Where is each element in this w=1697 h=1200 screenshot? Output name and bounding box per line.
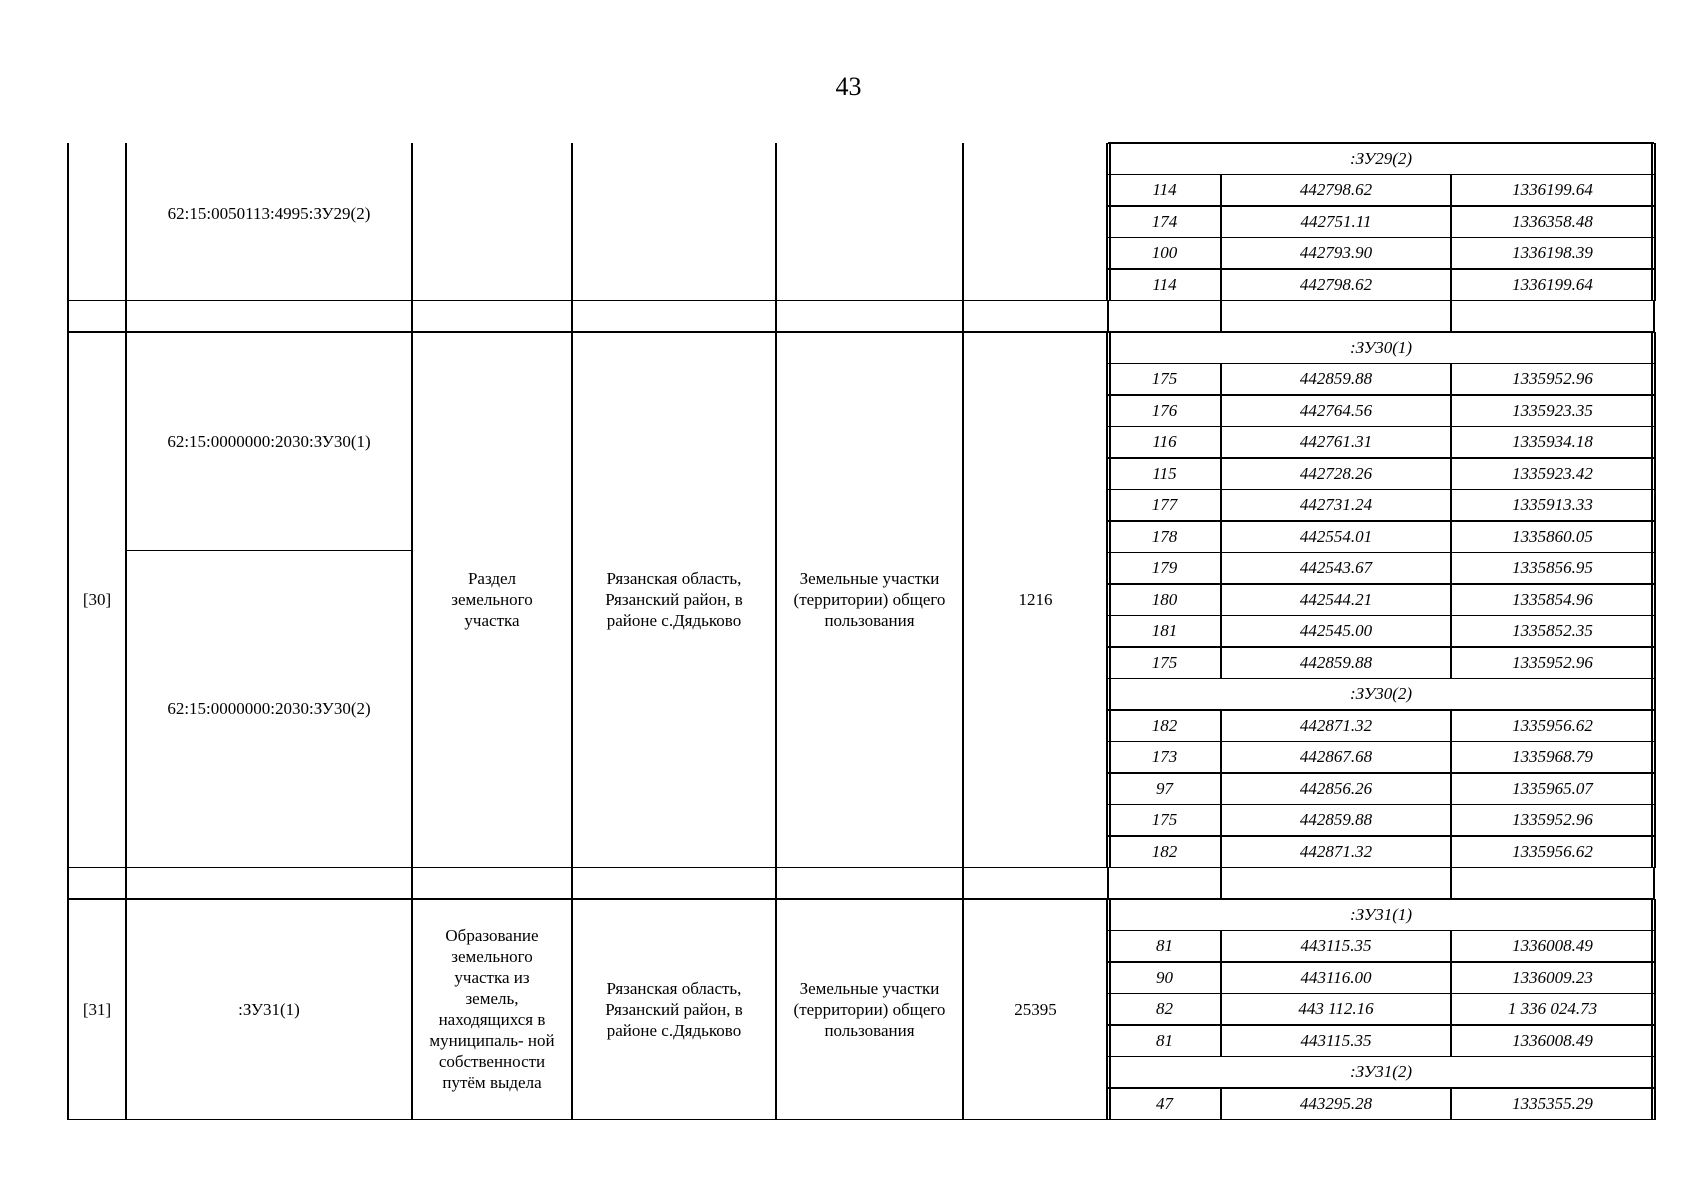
point-x: 442867.68	[1299, 747, 1373, 767]
point-x: 442554.01	[1299, 526, 1373, 546]
area: 1216	[1018, 590, 1053, 610]
point-x: 442761.31	[1299, 432, 1373, 452]
point-x: 442871.32	[1299, 841, 1373, 861]
point-y: 1 336 024.73	[1507, 999, 1598, 1019]
point-number: 178	[1151, 526, 1178, 546]
contour-label: :ЗУ30(1)	[1349, 337, 1413, 357]
point-x: 442871.32	[1299, 715, 1373, 735]
point-x: 443116.00	[1300, 967, 1372, 987]
point-x: 442859.88	[1299, 652, 1373, 672]
point-y: 1336008.49	[1512, 1030, 1593, 1050]
point-x: 443295.28	[1299, 1093, 1373, 1113]
point-number: 100	[1151, 243, 1178, 263]
point-number: 82	[1156, 999, 1173, 1019]
location: Рязанская область, Рязанский район, в районе с.Дядьково	[605, 569, 743, 631]
row-number	[68, 143, 126, 301]
point-number: 97	[1156, 778, 1173, 798]
formation-method	[412, 143, 572, 301]
land-category	[776, 143, 963, 301]
point-number: 179	[1151, 558, 1178, 578]
formation-method: Образование земельного участка из земель, находящихся в муниципаль- ной собственности путём выдела	[429, 926, 555, 1093]
point-y: 1335952.96	[1512, 652, 1593, 672]
point-y: 1335355.29	[1512, 1093, 1593, 1113]
point-y: 1335860.05	[1512, 526, 1593, 546]
point-y: 1335923.42	[1512, 463, 1593, 483]
contour-label: :ЗУ30(2)	[1349, 684, 1413, 704]
point-x: 443115.35	[1300, 1030, 1372, 1050]
point-x: 443115.35	[1300, 936, 1372, 956]
point-y: 1335923.35	[1512, 400, 1593, 420]
point-number: 175	[1151, 810, 1178, 830]
point-x: 442728.26	[1299, 463, 1373, 483]
point-x: 442731.24	[1299, 495, 1373, 515]
location: Рязанская область, Рязанский район, в районе с.Дядьково	[605, 978, 743, 1040]
point-y: 1335852.35	[1512, 621, 1593, 641]
point-number: 81	[1156, 1030, 1173, 1050]
point-x: 442856.26	[1299, 778, 1373, 798]
point-x: 442798.62	[1299, 274, 1373, 294]
point-number: 175	[1151, 369, 1178, 389]
point-number: 176	[1151, 400, 1178, 420]
cadastral-number: :ЗУ31(1)	[238, 999, 300, 1019]
area: 25395	[1014, 999, 1057, 1019]
contour-label: :ЗУ31(2)	[1349, 1062, 1413, 1082]
point-x: 442859.88	[1299, 810, 1373, 830]
point-number: 90	[1156, 967, 1173, 987]
page-number: 43	[835, 72, 862, 101]
point-number: 177	[1151, 495, 1178, 515]
point-number: 181	[1151, 621, 1178, 641]
point-number: 173	[1151, 747, 1178, 767]
point-number: 114	[1152, 274, 1177, 294]
point-y: 1336008.49	[1512, 936, 1593, 956]
point-y: 1335956.62	[1512, 715, 1593, 735]
point-number: 174	[1151, 211, 1178, 231]
point-x: 442764.56	[1299, 400, 1373, 420]
point-y: 1336009.23	[1512, 967, 1593, 987]
point-y: 1335956.62	[1512, 841, 1593, 861]
point-y: 1335965.07	[1512, 778, 1593, 798]
formation-method: Раздел земельного участка	[451, 569, 533, 631]
point-y: 1336358.48	[1512, 211, 1593, 231]
point-y: 1336199.64	[1512, 180, 1593, 200]
point-x: 442544.21	[1299, 589, 1373, 609]
point-y: 1335952.96	[1512, 810, 1593, 830]
point-x: 442793.90	[1299, 243, 1373, 263]
point-x: 442751.11	[1300, 211, 1372, 231]
point-y: 1336198.39	[1512, 243, 1593, 263]
point-y: 1335913.33	[1512, 495, 1593, 515]
point-x: 443 112.16	[1298, 999, 1374, 1019]
contour-label: :ЗУ31(1)	[1349, 904, 1413, 924]
cadastral-number: 62:15:0000000:2030:ЗУ30(2)	[167, 699, 371, 719]
area	[963, 143, 1108, 301]
point-x: 442798.62	[1299, 180, 1373, 200]
row-number: [30]	[82, 590, 112, 610]
point-x: 442545.00	[1299, 621, 1373, 641]
point-number: 180	[1151, 589, 1178, 609]
point-number: 116	[1152, 432, 1177, 452]
point-y: 1336199.64	[1512, 274, 1593, 294]
point-number: 114	[1152, 180, 1177, 200]
land-category: Земельные участки (территории) общего пользования	[793, 569, 946, 631]
point-y: 1335934.18	[1512, 432, 1593, 452]
point-y: 1335856.95	[1512, 558, 1593, 578]
point-y: 1335968.79	[1512, 747, 1593, 767]
point-number: 47	[1156, 1093, 1173, 1113]
point-y: 1335952.96	[1512, 369, 1593, 389]
cadastral-number: 62:15:0000000:2030:ЗУ30(1)	[167, 431, 371, 451]
point-x: 442543.67	[1299, 558, 1373, 578]
land-category: Земельные участки (территории) общего пользования	[793, 978, 946, 1040]
point-number: 81	[1156, 936, 1173, 956]
point-number: 182	[1151, 715, 1178, 735]
location	[572, 143, 776, 301]
point-y: 1335854.96	[1512, 589, 1593, 609]
point-number: 175	[1151, 652, 1178, 672]
cadastral-number: 62:15:0050113:4995:ЗУ29(2)	[167, 204, 371, 224]
point-number: 115	[1152, 463, 1177, 483]
point-number: 182	[1151, 841, 1178, 861]
row-number: [31]	[82, 999, 112, 1019]
point-x: 442859.88	[1299, 369, 1373, 389]
contour-label: :ЗУ29(2)	[1349, 148, 1413, 168]
